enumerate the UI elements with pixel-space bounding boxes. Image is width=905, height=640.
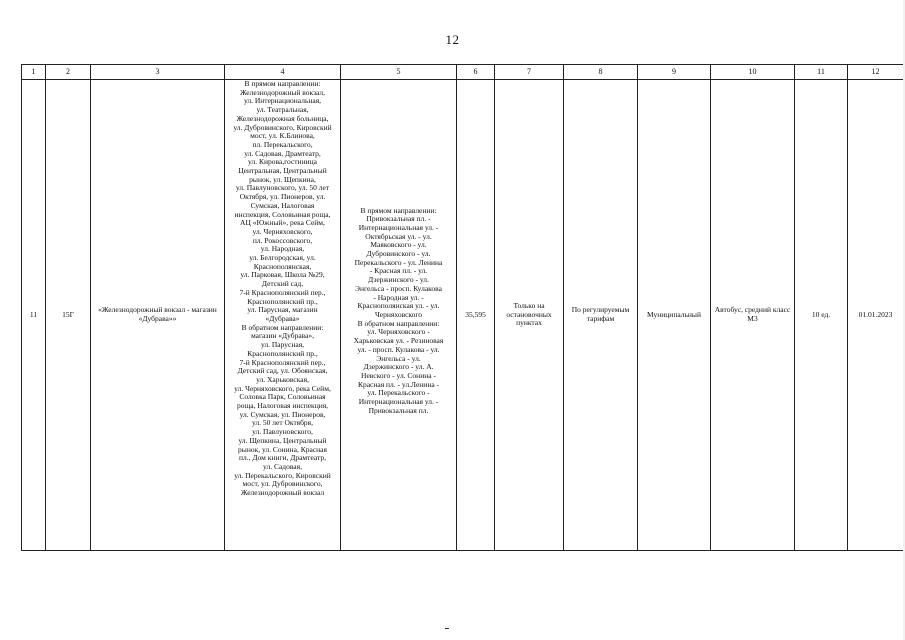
streets-line: ул. Белгородская, ул. [249,253,316,263]
streets-cell [225,80,341,551]
roads-line: - Красная пл. - ул. [369,266,428,276]
roads-line: В прямом направлении: [360,205,437,215]
roads-line: Привокзальная пл. - [366,214,431,224]
header-cell: 12 [848,65,904,80]
roads-line: Дзержинского - ул. [368,275,429,285]
header-cell: 5 [341,65,457,80]
streets-line: Краснополянский пр., [247,348,318,358]
roads-line: Краснополянская ул. - ул. [357,301,440,311]
roads-line: ул. - просп. Кулакова - ул. [357,344,440,354]
streets-line: ул. Дубровинского, Кировский [233,122,332,132]
roads-line: - Народная ул. - [373,292,424,302]
streets-line: ул. Интернациональная, [243,96,322,106]
streets-line: ул. Кирова,гостиница [248,157,317,167]
streets-line: 7-й Краснополянский пер., [239,287,326,297]
streets-line: ул. Черняховского, [252,226,313,236]
streets-line: ул. Сумская, ул. Пионеров, [239,409,326,419]
vehicle-cell: Автобус, средний класс М3 [711,80,795,551]
roads-line: Красная пл. - ул.Ленина - [357,379,440,389]
streets-line: инспекция, Соловьиная роща, [234,209,331,219]
streets-line: 7-й Краснополянский пер., [239,357,326,367]
route-length-cell: 35,595 [457,80,495,551]
roads-line: Привокзальная пл. [368,405,429,415]
streets-line: рынок, ул. Щепкина, [249,174,316,184]
streets-line: пл., Дом книги, Драмтеатр, [238,453,326,463]
streets-line: Детский сад, [261,279,304,289]
roads-line: ул. Перекальского - [367,388,430,398]
start-date-cell: 01.01.2023 [848,80,904,551]
streets-line: ул. Театральная, [256,105,309,115]
roads-line: Харьковская ул. - Резиновая [353,336,444,346]
streets-line: ул. Парковая, Школа №29, [240,270,325,280]
vehicle-count-cell: 10 ед. [795,80,848,551]
header-cell: 4 [225,65,341,80]
route-registry-table [21,64,904,551]
header-cell: 11 [795,65,848,80]
streets-line: ул. Павлуновского, ул. 50 лет [235,183,330,193]
roads-line: ул. Черняховского - [367,327,430,337]
header-cell: 1 [22,65,46,80]
streets-line: Детский сад, ул. Обоянская, [237,366,328,376]
roads-cell [341,80,457,551]
streets-line: ул. Садовая, Драмтеатр, [244,148,321,158]
table-header-row [22,65,904,80]
streets-line: Железнодорожный вокзал [240,488,325,498]
streets-line: В прямом направлении: [244,79,321,88]
header-cell: 10 [711,65,795,80]
streets-line: Краснополянский пр., [247,296,318,306]
streets-line: ул. Харьковская, [256,374,309,384]
streets-line: ул. Садовая, [263,461,302,471]
header-cell: 3 [91,65,225,80]
streets-line: ул. Парусная, магазин [247,305,318,315]
roads-line: Дубровинского - ул. [366,249,431,259]
streets-line: ул. Павлуновского, [252,427,313,437]
streets-line: пл. Рокоссовского, [252,235,313,245]
roads-line: Дзержинского - ул. А. [363,362,434,372]
streets-line: пл. Перекальского, [252,139,313,149]
page-number: 12 [445,32,460,47]
streets-line: АЦ «Южный», река Сейм, [240,218,325,228]
tariff-cell: По регулируемым тарифам [564,80,638,551]
roads-line: В обратном направлении: [357,318,440,328]
roads-line: Интернациональная ул. - [358,397,439,407]
roads-line: Октябрьская ул. - ул. [365,231,432,241]
header-cell: 9 [638,65,711,80]
roads-line: Невского - ул. Сонина - [361,370,436,380]
streets-line: роща, Налоговая инспекция, [236,401,329,411]
stops-order-cell: Только на остановочных пунктах [495,80,564,551]
streets-line: магазин «Дубрава», [250,331,315,341]
roads-line: Маяковского - ул. [370,240,427,250]
route-number-cell: 15Г [46,80,91,551]
row-number-cell: 11 [22,80,46,551]
streets-line: Соловка Парк, Соловьиная [239,392,326,402]
streets-line: ул. 50 лет Октября, [252,418,313,428]
carrier-type-cell: Муниципальный [638,80,711,551]
streets-line: ул. Черняховского, река Сейм, [234,383,331,393]
streets-line: Железнодорожный вокзал, [239,87,326,97]
streets-line: ул. Щепкина, Центральный [238,435,327,445]
route-name-cell: «Железнодорожный вокзал - магазин «Дубрава»» [91,80,225,551]
streets-line: ул. Парусная, [260,340,305,350]
roads-line: Перекальского - ул. Ленина [354,257,443,267]
header-cell: 7 [495,65,564,80]
streets-line: Центральная, Центральный [238,166,327,176]
streets-line: рынок, ул. Сонина, Красная [238,444,327,454]
streets-line: В обратном направлении: [241,322,324,332]
roads-line: Черняховского [374,310,423,319]
streets-line: ул. Народная, [260,244,305,254]
scan-mark [445,628,449,629]
streets-line: мост, ул. К.Блинова, [250,131,315,141]
header-cell: 6 [457,65,495,80]
streets-line: мост, ул. Дубровинского, [242,479,323,489]
streets-line: «Дубрава» [265,313,300,323]
streets-line: Краснополянская, [253,261,312,271]
roads-line: Энгельса - ул. [376,353,421,363]
streets-line: Сумская, Налоговая [250,200,315,210]
header-cell: 2 [46,65,91,80]
streets-line: Октября, ул. Пионеров, ул. [239,192,326,202]
streets-line: Железнодорожная больница, [236,113,329,123]
header-cell: 8 [564,65,638,80]
streets-line: ул. Перекальского, Кировский [234,470,331,480]
roads-line: Интернациональная ул. - [358,222,439,232]
table-row [22,80,904,551]
roads-line: Энгельса - просп. Кулакова [355,283,442,293]
